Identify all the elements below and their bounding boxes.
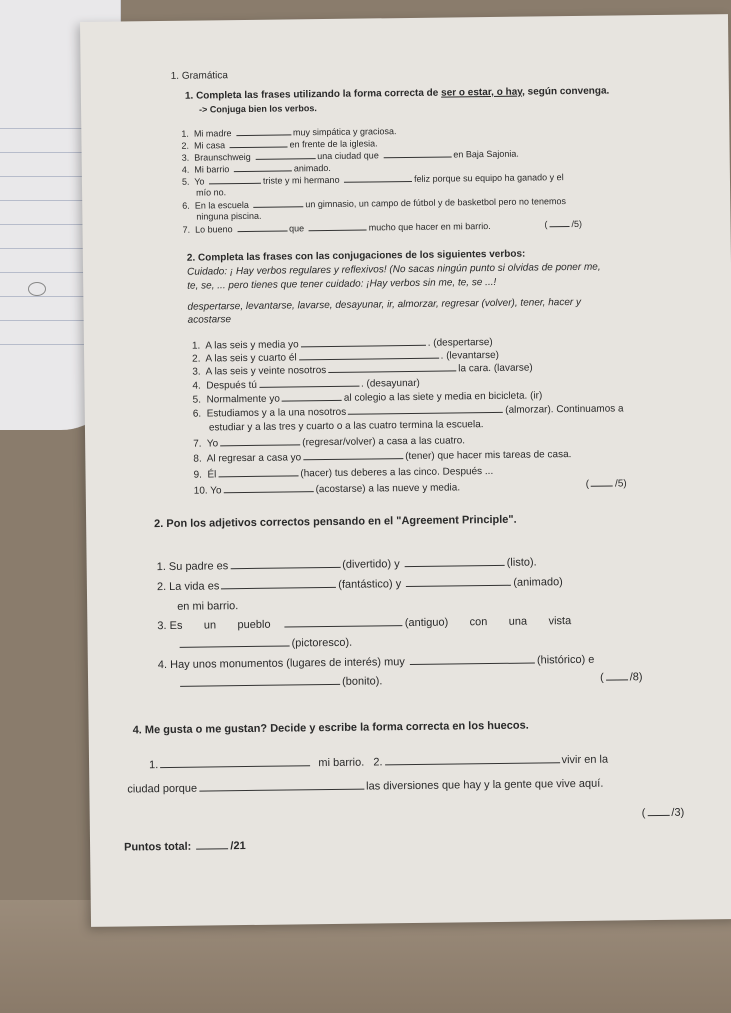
- gustar-item-2: ciudad porque las diversiones que hay y la gente que vive aquí.: [127, 777, 604, 796]
- ex2-item-6: 6. Estudiamos y a la una nosotros (almorzar). Continuamos a: [192, 403, 624, 420]
- ex1-score: ( /5): [544, 218, 583, 230]
- ex2-item-10: 10. Yo (acostarse) a las nueve y media.: [193, 482, 461, 497]
- answer-blank[interactable]: [199, 788, 364, 792]
- answer-blank[interactable]: [160, 764, 310, 768]
- adj-item-3: 3. Es un pueblo (antiguo) con una vista: [157, 615, 572, 633]
- total-blank[interactable]: [196, 847, 228, 849]
- answer-blank[interactable]: [299, 357, 439, 361]
- answer-blank[interactable]: [282, 399, 342, 402]
- ex2-item-4: 4. Después tú . (desayunar): [192, 377, 420, 392]
- answer-blank[interactable]: [309, 229, 367, 232]
- gustar-score: ( /3): [641, 806, 685, 820]
- exercise-2-title: 2. Completa las frases con las conjugaciones de los siguientes verbos:: [186, 248, 526, 264]
- answer-blank[interactable]: [221, 586, 336, 589]
- answer-blank[interactable]: [224, 490, 314, 493]
- answer-blank[interactable]: [383, 155, 451, 158]
- answer-blank[interactable]: [303, 457, 403, 460]
- ex2-item-2: 2. A las seis y cuarto él . (levantarse): [192, 349, 500, 365]
- answer-blank[interactable]: [209, 182, 261, 185]
- answer-blank[interactable]: [255, 157, 315, 160]
- answer-blank[interactable]: [253, 205, 303, 208]
- answer-blank[interactable]: [410, 661, 535, 665]
- ex1-item-5-cont: mío no.: [196, 187, 227, 198]
- answer-blank[interactable]: [385, 761, 560, 765]
- section-4-title: 4. Me gusta o me gustan? Decide y escribe la forma correcta en los huecos.: [132, 719, 529, 737]
- adj-item-3-cont: (pictoresco).: [178, 637, 353, 651]
- ex1-item-7: 7. Lo bueno que mucho que hacer en mi barrio.: [182, 220, 491, 235]
- exercise-1-subinstruction: -> Conjuga bien los verbos.: [199, 103, 317, 115]
- ex1-item-6-cont: ninguna piscina.: [196, 210, 262, 222]
- exercise-1-instruction: 1. Completa las frases utilizando la forma correcta de ser o estar, o hay, según convenga.: [184, 85, 610, 102]
- ex2-item-1: 1. A las seis y media yo . (despertarse): [191, 336, 493, 352]
- answer-blank[interactable]: [285, 624, 403, 627]
- section-title: 1. Gramática: [170, 70, 228, 82]
- answer-blank[interactable]: [218, 474, 298, 477]
- section-2-title: 2. Pon los adjetivos correctos pensando en el "Agreement Principle".: [154, 513, 517, 531]
- answer-blank[interactable]: [180, 683, 340, 687]
- answer-blank[interactable]: [234, 169, 292, 172]
- verb-list-1: despertarse, levantarse, lavarse, desayunar, ir, almorzar, regresar (volver), tener, hacer y: [187, 296, 582, 313]
- verb-list-2: acostarse: [187, 314, 232, 326]
- answer-blank[interactable]: [220, 443, 300, 446]
- answer-blank[interactable]: [236, 133, 291, 136]
- ex1-item-6: 6. En la escuela un gimnasio, un campo de fútbol y de basketbol pero no tenemos: [182, 196, 567, 211]
- answer-blank[interactable]: [328, 369, 456, 373]
- adj-item-2: 2. La vida es (fantástico) y (animado): [156, 576, 563, 594]
- answer-blank[interactable]: [230, 145, 288, 148]
- score-blank[interactable]: [647, 814, 669, 816]
- score-blank[interactable]: [550, 225, 570, 227]
- adj-item-4-cont: (bonito).: [178, 675, 382, 689]
- adj-item-1: 1. Su padre es (divertido) y (listo).: [156, 556, 537, 574]
- answer-blank[interactable]: [348, 411, 503, 415]
- gustar-item-1: 1. mi barrio. 2. vivir en la: [149, 753, 609, 772]
- ex2-item-9: 9. Él (hacer) tus deberes a las cinco. Después ...: [193, 465, 494, 481]
- ex2-item-3: 3. A las seis y veinte nosotros la cara. (lavarse): [192, 362, 533, 378]
- answer-blank[interactable]: [237, 229, 287, 232]
- answer-blank[interactable]: [259, 385, 359, 388]
- answer-blank[interactable]: [230, 566, 340, 569]
- ex1-item-1: 1. Mi madre muy simpática y graciosa.: [181, 126, 397, 139]
- ex2-item-7: 7. Yo (regresar/volver) a casa a las cuatro.: [193, 435, 466, 450]
- adj-score: ( /8): [599, 671, 643, 684]
- worksheet-paper: [80, 14, 731, 927]
- answer-blank[interactable]: [344, 180, 412, 183]
- total-points: Puntos total: /21: [124, 840, 246, 854]
- ex2-item-8: 8. Al regresar a casa yo (tener) que hacer mis tareas de casa.: [193, 449, 572, 465]
- adj-item-4: 4. Hay unos monumentos (lugares de interés) muy (histórico) e: [157, 653, 595, 672]
- ex2-item-6-cont: estudiar y a las tres y cuarto o a las cuatro termina la escuela.: [208, 419, 484, 434]
- score-blank[interactable]: [591, 485, 613, 487]
- ex1-item-4: 4. Mi barrio animado.: [181, 162, 331, 175]
- answer-blank[interactable]: [180, 644, 290, 647]
- answer-blank[interactable]: [405, 564, 505, 567]
- score-blank[interactable]: [606, 678, 628, 680]
- adj-item-2-cont: en mi barrio.: [177, 600, 239, 613]
- ex1-item-2: 2. Mi casa en frente de la iglesia.: [181, 138, 378, 151]
- ex1-item-3: 3. Braunschweig una ciudad que en Baja Sajonia.: [181, 148, 519, 163]
- ex2-item-5: 5. Normalmente yo al colegio a las siete y media en bicicleta. (ir): [192, 390, 543, 406]
- binder-hole-icon: [28, 282, 46, 296]
- exercise-2-warning-2: te, se, ... pero tienes que tener cuidado: ¡Hay verbos sin me, te, se ...!: [187, 276, 497, 292]
- answer-blank[interactable]: [406, 584, 511, 587]
- answer-blank[interactable]: [301, 344, 426, 348]
- ex1-item-5: 5. Yo triste y mi hermano feliz porque su equipo ha ganado y el: [181, 172, 564, 187]
- ex2-score: ( /5): [585, 478, 627, 490]
- exercise-2-warning-1: Cuidado: ¡ Hay verbos regulares y reflexivos! (No sacas ningún punto si olvidas de poner me,: [186, 261, 601, 278]
